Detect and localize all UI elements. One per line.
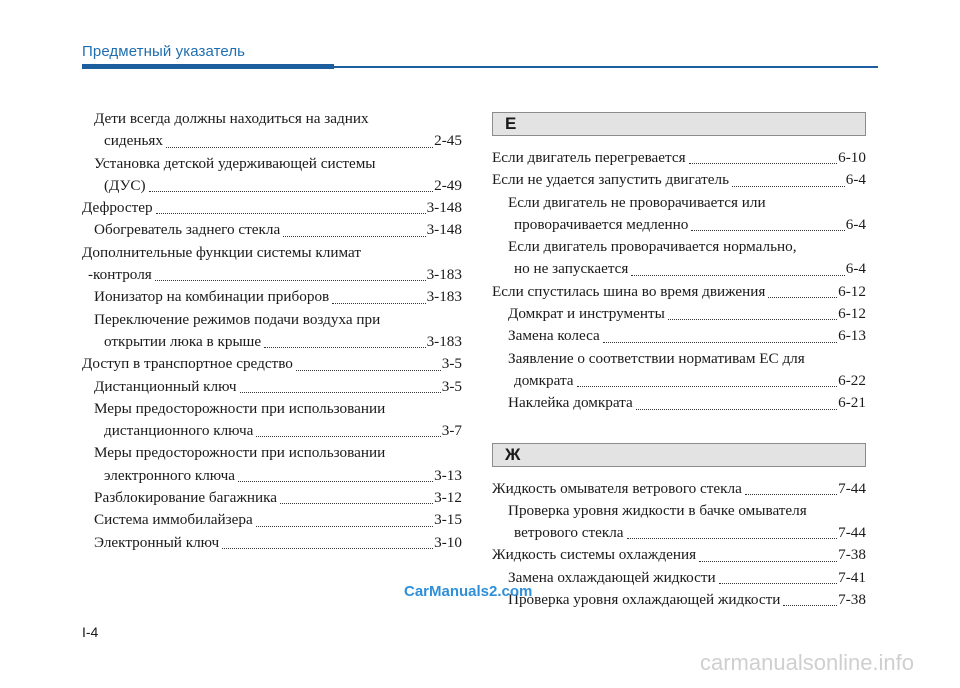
dot-leader [256,525,433,527]
index-entry-text: Если двигатель проворачивается нормально, [508,238,797,256]
index-entry-page[interactable]: 6-21 [838,394,866,412]
dot-leader [636,408,837,410]
index-entry-text: открытии люка в крыше [104,332,262,350]
index-entry-text: Проверка уровня жидкости в бачке омывателя [508,501,807,519]
index-column-left [82,108,462,554]
index-entry [492,281,866,303]
index-entry-page[interactable]: 2-45 [434,132,462,150]
index-entry-page[interactable]: 3-148 [426,199,462,217]
index-entry [82,153,462,175]
index-entry [82,286,462,308]
index-entry-page[interactable]: 2-49 [434,176,462,194]
dot-leader [689,162,838,164]
index-entry-text: Жидкость системы охлаждения [492,546,697,564]
dot-leader [768,296,837,298]
index-entry-text: Наклейка домкрата [508,394,633,412]
index-entry [82,219,462,241]
index-entry-page[interactable]: 6-4 [845,260,866,278]
index-entry [82,376,462,398]
index-entry-page[interactable]: 7-38 [838,591,866,609]
dot-leader [238,480,433,482]
index-entry-text: но не запускается [514,260,629,278]
header-rule-thick [82,64,334,69]
index-entry-page[interactable]: 7-44 [838,524,866,542]
index-entry [492,192,866,214]
dot-leader [732,185,845,187]
index-entry-text: Проверка уровня охлаждающей жидкости [508,591,781,609]
dot-leader [627,537,838,539]
dot-leader [332,302,425,304]
dot-leader [155,279,426,281]
index-entry-text: Система иммобилайзера [94,511,253,529]
index-entry-page[interactable]: 6-12 [838,282,866,300]
index-entry [492,500,866,522]
index-entry [492,567,866,589]
index-entry [82,175,462,197]
index-entry-page[interactable]: 3-10 [434,533,462,551]
index-entry-text: Дети всегда должны находиться на задних [94,110,369,127]
index-entry [82,420,462,442]
index-entry [492,169,866,191]
index-entry [82,353,462,375]
index-entry [82,532,462,554]
index-entry-page[interactable]: 3-5 [441,377,462,395]
header-rule-thin [334,66,878,68]
index-entry-text: Обогреватель заднего стекла [94,221,281,239]
index-entry [82,130,462,152]
dot-leader [264,346,425,348]
dot-leader [280,502,433,504]
index-entry-text: проворачивается медленно [514,215,689,233]
index-entry [82,465,462,487]
index-entry-page[interactable]: 3-148 [426,221,462,239]
index-entry [492,522,866,544]
index-entry-page[interactable]: 3-183 [426,266,462,284]
index-entry-text: Дефростер [82,199,153,217]
index-entry-page[interactable]: 6-4 [845,171,866,189]
index-entry [492,589,866,611]
index-entry-text: Замена охлаждающей жидкости [508,568,716,586]
index-entry-text: Если двигатель перегревается [492,149,686,166]
dot-leader [783,604,837,606]
index-entry-text: Установка детской удерживающей системы [94,154,376,172]
index-entry-text: Если спустилась шина во время движения [492,282,766,300]
section-title: Предметный указатель [82,43,246,60]
dot-leader [222,547,433,549]
dot-leader [256,435,440,437]
index-entry-text: электронного ключа [104,466,235,484]
index-entry-text: Заявление о соответствии нормативам ЕС для [508,349,805,367]
index-entry-page[interactable]: 7-44 [838,479,866,497]
index-entry-page[interactable]: 7-41 [838,568,866,586]
dot-leader [603,341,837,343]
dot-leader [699,560,837,562]
dot-leader [166,146,433,148]
index-entry-text: Если не удается запустить двигатель [492,171,729,189]
index-entry-text: Дистанционный ключ [94,377,237,395]
index-column-right [492,112,866,611]
section-gap [492,415,866,443]
index-entry-text: Если двигатель не проворачивается или [508,193,766,211]
index-entry-page[interactable]: 6-22 [838,371,866,389]
index-entry-text: (ДУС) [104,176,146,194]
index-entry-text: Доступ в транспортное средство [82,355,293,373]
index-entry [492,370,866,392]
index-entry-text: сиденьях [104,132,163,150]
dot-leader [296,369,441,371]
index-entry-page[interactable]: 3-12 [434,489,462,507]
index-entry-text: Дополнительные функции системы климат [82,243,361,261]
index-entry-page[interactable]: 3-5 [441,355,462,373]
index-entry [492,392,866,414]
index-entry [492,348,866,370]
page-number: I-4 [82,624,99,640]
index-entry [492,325,866,347]
dot-leader [668,318,837,320]
dot-leader [691,229,844,231]
index-entry-text: дистанционного ключа [104,422,254,440]
index-entry-page[interactable]: 7-38 [838,546,866,564]
index-entry [492,258,866,280]
index-entry-page[interactable]: 3-15 [434,511,462,529]
index-entry-page[interactable]: 3-7 [441,422,462,440]
index-entry-text: ветрового стекла [514,524,624,542]
index-entry-text: Меры предосторожности при использовании [94,444,386,462]
dot-leader [745,493,837,495]
index-entry-page[interactable]: 6-12 [838,305,866,323]
dot-leader [631,274,844,276]
footer-watermark: carmanualsonline.info [700,650,915,675]
index-entry-page[interactable]: 6-4 [845,215,866,233]
index-entry-page[interactable]: 6-13 [838,327,866,345]
dot-leader [719,582,838,584]
index-entry-text: -контроля [88,266,152,284]
dot-leader [577,385,838,387]
index-entry [82,487,462,509]
index-entry-page[interactable]: 3-13 [434,466,462,484]
index-entry-text: Меры предосторожности при использовании [94,399,386,417]
index-entry-text: домкрата [514,371,574,389]
index-entry [492,147,866,169]
index-entry [82,108,462,130]
index-entry [492,478,866,500]
index-entry-page[interactable]: 3-183 [426,332,462,350]
index-entry-page[interactable]: 6-10 [838,149,866,166]
watermark-link[interactable]: CarManuals2.com [404,583,533,600]
index-entry [82,264,462,286]
index-entry [82,442,462,464]
index-entry-text: Разблокирование багажника [94,489,277,507]
index-entry [82,242,462,264]
index-entry-text: Жидкость омывателя ветрового стекла [492,479,742,497]
dot-leader [283,235,425,237]
index-entry-text: Замена колеса [508,327,600,345]
dot-leader [156,212,426,214]
index-entry-text: Переключение режимов подачи воздуха при [94,310,381,328]
dot-leader [240,391,441,393]
index-entry-text: Электронный ключ [94,533,220,551]
index-entry [492,214,866,236]
index-letter-heading: Ж [492,443,866,467]
index-entry [82,309,462,331]
index-entry-page[interactable]: 3-183 [426,288,462,306]
index-entry [82,509,462,531]
index-entry [492,236,866,258]
dot-leader [149,190,434,192]
index-entry [492,303,866,325]
index-entry [492,544,866,566]
index-entry-text: Ионизатор на комбинации приборов [94,288,330,306]
index-entry [82,197,462,219]
index-letter-heading: Е [492,112,866,136]
index-entry-text: Домкрат и инструменты [508,305,665,323]
index-entry [82,331,462,353]
index-entry [82,398,462,420]
